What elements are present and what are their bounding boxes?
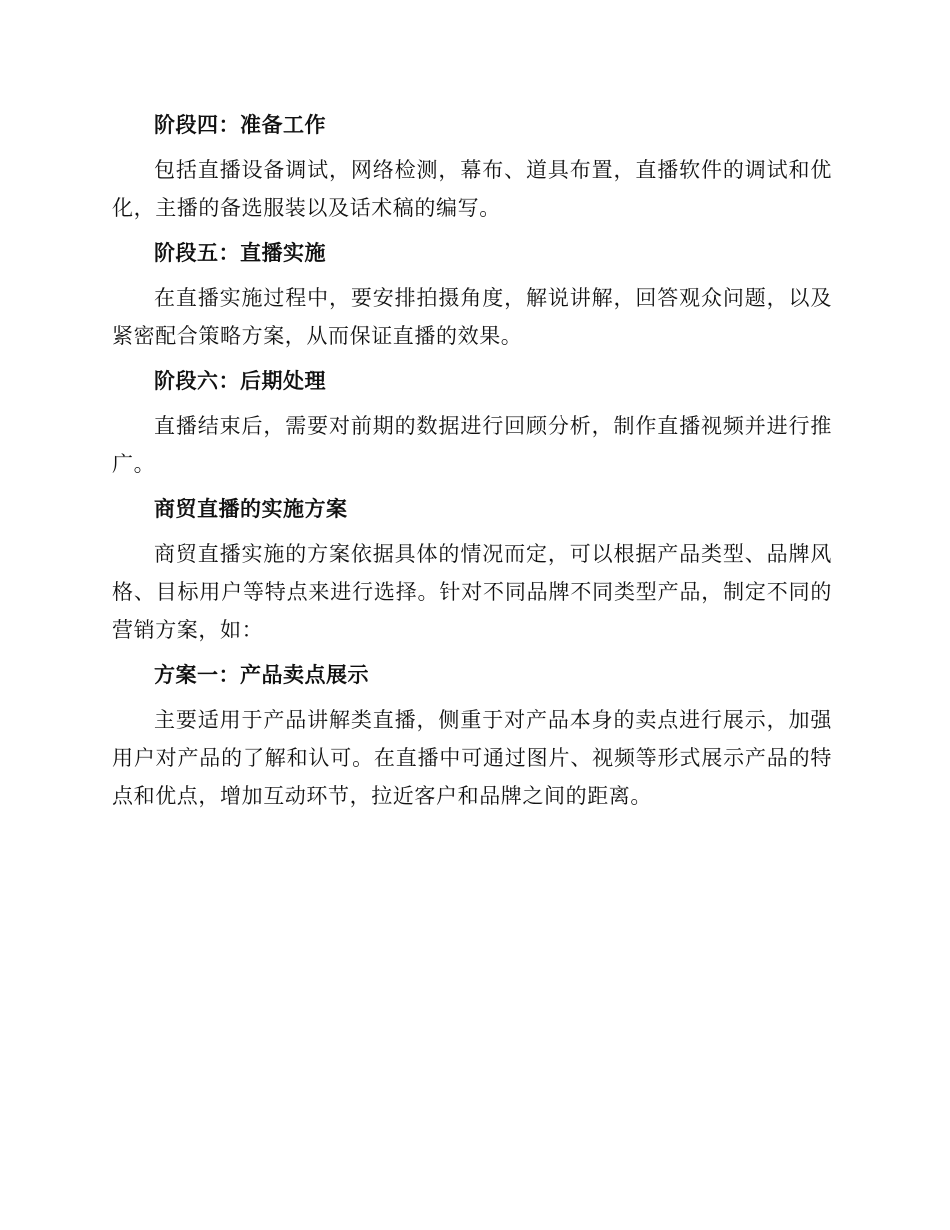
section-paragraph: 在直播实施过程中，要安排拍摄角度，解说讲解，回答观众问题，以及紧密配合策略方案，从而保证直播的效果。 (112, 286, 832, 348)
section-paragraph: 包括直播设备调试，网络检测，幕布、道具布置，直播软件的调试和优化，主播的备选服装以及话术稿的编写。 (112, 158, 832, 220)
section-paragraph: 主要适用于产品讲解类直播，侧重于对产品本身的卖点进行展示，加强用户对产品的了解和认可。在直播中可通过图片、视频等形式展示产品的特点和优点，增加互动环节，拉近客户和品牌之间的距离。 (112, 708, 832, 808)
section-heading: 阶段五：直播实施 (154, 240, 326, 265)
section-paragraph: 直播结束后，需要对前期的数据进行回顾分析，制作直播视频并进行推广。 (112, 414, 832, 476)
section-implementation-plan (112, 490, 832, 649)
section-plan-one (112, 656, 832, 815)
section-heading: 阶段四：准备工作 (154, 112, 326, 137)
section-stage-four (112, 106, 832, 227)
section-paragraph: 商贸直播实施的方案依据具体的情况而定，可以根据产品类型、品牌风格、目标用户等特点来进行选择。针对不同品牌不同类型产品，制定不同的营销方案，如： (112, 542, 832, 642)
section-heading: 方案一：产品卖点展示 (154, 662, 369, 687)
section-heading: 商贸直播的实施方案 (154, 496, 348, 521)
section-stage-five (112, 234, 832, 355)
section-stage-six (112, 362, 832, 483)
section-heading: 阶段六：后期处理 (154, 368, 326, 393)
